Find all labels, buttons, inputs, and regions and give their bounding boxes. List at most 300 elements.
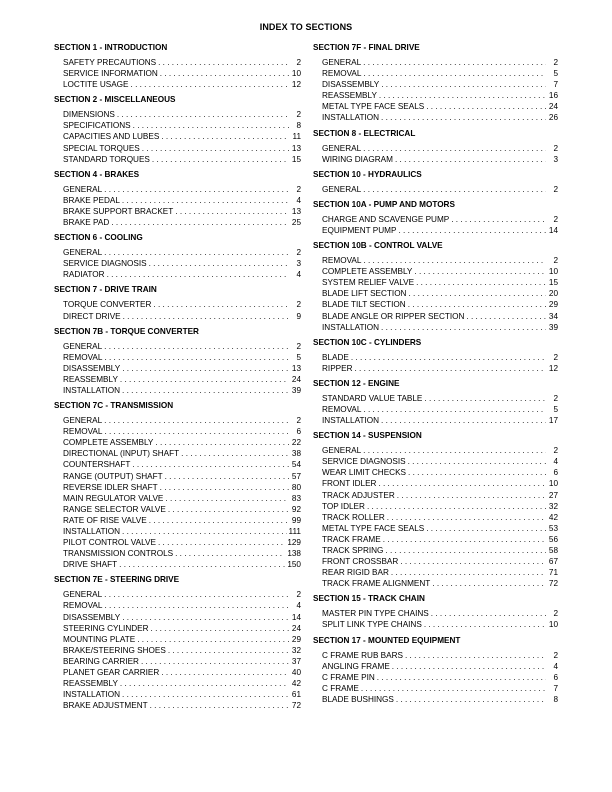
index-entry — [54, 363, 301, 374]
entry-page-number: 67 — [548, 557, 558, 567]
index-entry — [54, 493, 301, 504]
index-entry — [54, 448, 301, 459]
entry-page-number: 2 — [553, 609, 558, 619]
entry-page-number: 40 — [291, 668, 301, 678]
dot-leader — [122, 612, 289, 623]
entry-page-number: 42 — [548, 512, 558, 522]
section-title: SECTION 14 - SUSPENSION — [313, 431, 422, 441]
index-entry — [313, 661, 558, 672]
section-entries — [313, 352, 558, 374]
index-entry — [54, 634, 301, 645]
entry-page-number: 32 — [548, 501, 558, 511]
entry-page-number: 10 — [548, 479, 558, 489]
section-title: SECTION 8 - ELECTRICAL — [313, 128, 416, 138]
dot-leader — [397, 490, 546, 501]
entry-name: INSTALLATION — [63, 527, 121, 536]
index-entry — [313, 277, 558, 288]
entry-name: SPLIT LINK TYPE CHAINS — [322, 620, 422, 630]
index-entry — [54, 559, 301, 570]
page-title: INDEX TO SECTIONS — [259, 22, 353, 32]
entry-name: FRONT CROSSBAR — [322, 557, 399, 567]
entry-page-number: 4 — [296, 195, 301, 205]
section-title: SECTION 1 - INTRODUCTION — [54, 43, 168, 52]
dot-leader — [381, 322, 546, 333]
index-entry — [54, 184, 301, 195]
index-section — [313, 42, 558, 124]
entry-page-number: 2 — [296, 416, 301, 426]
entry-page-number: 2 — [553, 256, 558, 266]
index-entry — [313, 534, 558, 545]
index-entry — [54, 109, 301, 120]
entry-name: DIRECT DRIVE — [63, 311, 121, 321]
index-entry — [54, 352, 301, 363]
entry-name: C FRAME RUB BARS — [322, 650, 403, 660]
dot-leader — [152, 154, 289, 165]
entry-name: EQUIPMENT PUMP — [322, 225, 397, 235]
entry-name: REMOVAL — [63, 352, 103, 362]
index-entry — [54, 667, 301, 678]
entry-page-number: 11 — [292, 132, 301, 142]
right-column — [313, 42, 558, 707]
section-entries — [54, 589, 301, 711]
dot-leader — [111, 217, 289, 228]
dot-leader — [165, 471, 289, 482]
entry-page-number: 2 — [553, 214, 558, 224]
entry-name: BLADE — [322, 352, 349, 362]
index-entry — [54, 195, 301, 206]
entry-page-number: 14 — [291, 612, 301, 622]
dot-leader — [426, 101, 546, 112]
index-entry — [313, 490, 558, 501]
index-entry — [54, 548, 301, 559]
dot-leader — [392, 661, 546, 672]
entry-name: MAIN REGULATOR VALVE — [63, 493, 164, 503]
dot-leader — [363, 404, 546, 415]
section-entries — [313, 650, 558, 705]
entry-page-number: 27 — [548, 490, 558, 500]
entry-name: PLANET GEAR CARRIER — [63, 668, 160, 678]
dot-leader — [160, 482, 289, 493]
dot-leader — [363, 143, 546, 154]
entry-name: SERVICE DIAGNOSIS — [322, 457, 406, 467]
dot-leader — [363, 57, 546, 68]
entry-name: GENERAL — [322, 446, 362, 456]
index-entry — [54, 79, 301, 90]
entry-name: INSTALLATION — [63, 385, 121, 395]
entry-page-number: 2 — [296, 300, 301, 310]
dot-leader — [426, 523, 546, 534]
dot-leader — [381, 112, 546, 123]
entry-name: STANDARD TORQUES — [63, 154, 150, 164]
entry-page-number: 99 — [291, 515, 301, 525]
section-entries — [313, 214, 558, 236]
dot-leader — [381, 79, 546, 90]
dot-leader — [104, 415, 289, 426]
entry-page-number: 4 — [296, 601, 301, 611]
entry-page-number: 2 — [296, 248, 301, 258]
dot-leader — [155, 437, 289, 448]
entry-name: DISASSEMBLY — [63, 612, 121, 622]
entry-page-number: 4 — [296, 270, 301, 280]
entry-name: COUNTERSHAFT — [63, 460, 131, 470]
dot-leader — [405, 650, 546, 661]
entry-page-number: 92 — [291, 504, 301, 514]
entry-name: C FRAME PIN — [322, 672, 375, 682]
entry-page-number: 10 — [548, 620, 558, 630]
index-entry — [313, 393, 558, 404]
entry-name: DISASSEMBLY — [63, 363, 121, 373]
entry-name: SAFETY PRECAUTIONS — [63, 58, 157, 67]
index-entry — [313, 112, 558, 123]
section-title: SECTION 7F - FINAL DRIVE — [313, 43, 420, 52]
entry-name: GENERAL — [63, 184, 103, 194]
index-entry — [313, 322, 558, 333]
entry-name: REAR RIGID BAR — [322, 568, 389, 578]
entry-page-number: 111 — [288, 527, 301, 536]
dot-leader — [104, 341, 289, 352]
entry-page-number: 2 — [553, 446, 558, 456]
dot-leader — [395, 154, 546, 165]
entry-page-number: 5 — [553, 404, 558, 414]
dot-leader — [104, 352, 289, 363]
index-entry — [54, 459, 301, 470]
dot-leader — [142, 143, 289, 154]
dot-leader — [120, 678, 289, 689]
entry-name: TRANSMISSION CONTROLS — [63, 549, 174, 559]
entry-name: METAL TYPE FACE SEALS — [322, 102, 425, 112]
entry-name: BLADE TILT SECTION — [322, 300, 406, 310]
entry-page-number: 6 — [553, 672, 558, 682]
dot-leader — [160, 68, 289, 79]
entry-page-number: 24 — [291, 374, 301, 384]
entry-page-number: 16 — [548, 91, 558, 101]
entry-page-number: 80 — [291, 482, 301, 492]
index-section — [313, 635, 558, 705]
entry-name: RANGE SELECTOR VALVE — [63, 504, 166, 514]
dot-leader — [158, 57, 289, 68]
index-section — [313, 240, 558, 333]
entry-page-number: 4 — [553, 457, 558, 467]
entry-page-number: 39 — [548, 322, 558, 332]
index-entry — [54, 341, 301, 352]
index-entry — [313, 143, 558, 154]
entry-name: REMOVAL — [322, 69, 362, 79]
index-entry — [313, 225, 558, 236]
index-entry — [313, 501, 558, 512]
entry-name: INSTALLATION — [322, 113, 380, 123]
index-section — [313, 199, 558, 236]
entry-page-number: 72 — [291, 701, 301, 711]
index-entry — [313, 311, 558, 322]
entry-name: SERVICE INFORMATION — [63, 69, 158, 79]
index-entry — [54, 678, 301, 689]
index-entry — [54, 426, 301, 437]
entry-page-number: 14 — [548, 225, 558, 235]
entry-name: SPECIFICATIONS — [63, 121, 131, 131]
dot-leader — [408, 467, 546, 478]
entry-name: BLADE BUSHINGS — [322, 694, 394, 704]
entry-name: CAPACITIES AND LUBES — [63, 132, 160, 142]
index-section — [54, 574, 301, 711]
entry-page-number: 12 — [291, 80, 301, 90]
entry-name: TOP IDLER — [322, 501, 365, 511]
entry-page-number: 29 — [291, 634, 301, 644]
entry-name: FRONT IDLER — [322, 479, 377, 489]
dot-leader — [181, 448, 289, 459]
index-entry — [313, 467, 558, 478]
dot-leader — [132, 459, 289, 470]
entry-page-number: 24 — [548, 102, 558, 112]
entry-name: C FRAME — [322, 683, 359, 693]
dot-leader — [122, 195, 289, 206]
index-entry — [313, 567, 558, 578]
index-entry — [313, 545, 558, 556]
dot-leader — [385, 545, 546, 556]
index-section — [54, 94, 301, 164]
section-title: SECTION 2 - MISCELLANEOUS — [54, 95, 176, 105]
dot-leader — [408, 288, 546, 299]
entry-page-number: 10 — [291, 69, 301, 79]
dot-leader — [122, 363, 289, 374]
index-entry — [313, 523, 558, 534]
index-section — [313, 378, 558, 426]
index-entry — [54, 437, 301, 448]
dot-leader — [378, 478, 546, 489]
dot-leader — [150, 700, 289, 711]
dot-leader — [363, 68, 546, 79]
dot-leader — [117, 109, 289, 120]
section-title: SECTION 7C - TRANSMISSION — [54, 401, 174, 411]
dot-leader — [153, 299, 289, 310]
entry-name: WEAR LIMIT CHECKS — [322, 468, 407, 478]
index-section — [313, 128, 558, 165]
index-entry — [54, 258, 301, 269]
index-entry — [54, 131, 301, 142]
dot-leader — [141, 656, 289, 667]
entry-name: MOUNTING PLATE — [63, 634, 136, 644]
index-entry — [54, 537, 301, 548]
dot-leader — [351, 352, 546, 363]
entry-page-number: 7 — [553, 683, 558, 693]
dot-leader — [122, 526, 287, 537]
index-entry — [54, 600, 301, 611]
entry-page-number: 57 — [291, 471, 301, 481]
section-title: SECTION 12 - ENGINE — [313, 378, 400, 388]
entry-name: DIRECTIONAL (INPUT) SHAFT — [63, 449, 180, 459]
index-entry — [313, 578, 558, 589]
entry-page-number: 26 — [548, 113, 558, 123]
index-entry — [313, 619, 558, 630]
dot-leader — [149, 258, 289, 269]
index-entry — [313, 154, 558, 165]
index-entry — [54, 206, 301, 217]
entry-name: TRACK ROLLER — [322, 512, 385, 522]
entry-page-number: 13 — [291, 143, 301, 153]
entry-name: BRAKE/STEERING SHOES — [63, 645, 166, 655]
dot-leader — [361, 683, 546, 694]
index-entry — [313, 650, 558, 661]
dot-leader — [107, 269, 289, 280]
entry-name: TRACK FRAME — [322, 534, 381, 544]
entry-name: MASTER PIN TYPE CHAINS — [322, 609, 429, 619]
entry-page-number: 24 — [291, 623, 301, 633]
dot-leader — [104, 589, 289, 600]
entry-name: METAL TYPE FACE SEALS — [322, 523, 425, 533]
index-entry — [313, 404, 558, 415]
entry-page-number: 25 — [291, 218, 301, 228]
index-entry — [313, 101, 558, 112]
section-title: SECTION 10 - HYDRAULICS — [313, 169, 422, 179]
index-entry — [313, 672, 558, 683]
index-entry — [313, 456, 558, 467]
index-entry — [313, 184, 558, 195]
entry-name: PILOT CONTROL VALVE — [63, 538, 156, 548]
entry-name: TORQUE CONVERTER — [63, 300, 152, 310]
entry-name: RATE OF RISE VALVE — [63, 515, 147, 525]
entry-page-number: 4 — [553, 661, 558, 671]
section-title: SECTION 10A - PUMP AND MOTORS — [313, 199, 455, 209]
entry-page-number: 54 — [291, 460, 301, 470]
entry-name: REASSEMBLY — [63, 679, 118, 689]
section-title: SECTION 17 - MOUNTED EQUIPMENT — [313, 635, 461, 645]
index-entry — [54, 656, 301, 667]
section-entries — [313, 143, 558, 165]
entry-name: GENERAL — [322, 143, 362, 153]
entry-name: GENERAL — [322, 184, 362, 194]
index-entry — [313, 288, 558, 299]
entry-page-number: 129 — [287, 538, 301, 548]
dot-leader — [363, 184, 546, 195]
entry-name: BRAKE ADJUSTMENT — [63, 701, 148, 711]
section-title: SECTION 7 - DRIVE TRAIN — [54, 285, 157, 295]
index-section — [54, 42, 301, 90]
dot-leader — [408, 456, 546, 467]
entry-name: SPECIAL TORQUES — [63, 143, 140, 153]
index-entry — [313, 512, 558, 523]
dot-leader — [387, 512, 546, 523]
entry-name: INSTALLATION — [322, 416, 380, 426]
entry-name: STEERING CYLINDER — [63, 623, 149, 633]
dot-leader — [119, 559, 285, 570]
entry-name: REMOVAL — [322, 404, 362, 414]
entry-name: BRAKE SUPPORT BRACKET — [63, 206, 174, 216]
entry-name: DISASSEMBLY — [322, 80, 380, 90]
entry-page-number: 22 — [291, 438, 301, 448]
entry-name: GENERAL — [322, 58, 362, 67]
entry-name: ANGLING FRAME — [322, 661, 390, 671]
dot-leader — [161, 667, 289, 678]
entry-page-number: 15 — [548, 278, 558, 288]
index-entry — [54, 68, 301, 79]
index-section — [54, 232, 301, 280]
dot-leader — [104, 426, 289, 437]
entry-name: RIPPER — [322, 363, 353, 373]
index-entry — [54, 217, 301, 228]
index-entry — [54, 374, 301, 385]
dot-leader — [367, 501, 546, 512]
entry-name: REASSEMBLY — [63, 374, 118, 384]
index-section — [54, 326, 301, 396]
dot-leader — [104, 247, 289, 258]
index-entry — [313, 608, 558, 619]
entry-page-number: 3 — [553, 154, 558, 164]
dot-leader — [161, 131, 289, 142]
index-entry — [54, 515, 301, 526]
entry-name: GENERAL — [63, 590, 103, 600]
index-section — [313, 593, 558, 630]
entry-page-number: 61 — [291, 690, 301, 700]
entry-name: BRAKE PEDAL — [63, 195, 120, 205]
entry-name: REASSEMBLY — [322, 91, 377, 101]
section-entries — [313, 608, 558, 630]
entry-page-number: 71 — [548, 568, 558, 578]
index-entry — [313, 352, 558, 363]
entry-page-number: 53 — [548, 523, 558, 533]
dot-leader — [424, 619, 546, 630]
dot-leader — [424, 393, 546, 404]
entry-page-number: 72 — [548, 579, 558, 589]
index-entry — [54, 57, 301, 68]
entry-name: RADIATOR — [63, 270, 105, 280]
index-section — [54, 400, 301, 570]
dot-leader — [432, 578, 546, 589]
entry-page-number: 6 — [553, 468, 558, 478]
index-entry — [54, 471, 301, 482]
entry-name: DIMENSIONS — [63, 110, 115, 120]
index-entry — [313, 478, 558, 489]
entry-page-number: 8 — [553, 694, 558, 704]
index-entry — [54, 623, 301, 634]
entry-name: REMOVAL — [63, 427, 103, 437]
entry-name: BLADE ANGLE OR RIPPER SECTION — [322, 311, 465, 321]
index-entry — [313, 445, 558, 456]
entry-page-number: 42 — [291, 679, 301, 689]
dot-leader — [149, 515, 289, 526]
index-section — [313, 430, 558, 589]
index-entry — [54, 247, 301, 258]
index-entry — [313, 415, 558, 426]
entry-name: WIRING DIAGRAM — [322, 154, 393, 164]
entry-name: INSTALLATION — [63, 690, 121, 700]
index-entry — [54, 645, 301, 656]
entry-name: TRACK FRAME ALIGNMENT — [322, 579, 431, 589]
section-entries — [54, 299, 301, 321]
section-entries — [313, 445, 558, 589]
entry-name: GENERAL — [63, 416, 103, 426]
entry-page-number: 5 — [296, 352, 301, 362]
entry-name: DRIVE SHAFT — [63, 560, 118, 570]
entry-page-number: 2 — [296, 184, 301, 194]
entry-page-number: 29 — [548, 300, 558, 310]
dot-leader — [122, 689, 289, 700]
left-column — [54, 42, 301, 713]
entry-name: TRACK SPRING — [322, 546, 384, 555]
section-title: SECTION 10B - CONTROL VALVE — [313, 241, 443, 251]
index-section — [54, 169, 301, 228]
entry-page-number: 8 — [296, 121, 301, 131]
index-entry — [54, 482, 301, 493]
entry-name: COMPLETE ASSEMBLY — [63, 438, 154, 448]
index-entry — [54, 415, 301, 426]
dot-leader — [104, 600, 289, 611]
entry-page-number: 39 — [291, 385, 301, 395]
entry-page-number: 5 — [553, 69, 558, 79]
index-entry — [54, 589, 301, 600]
entry-name: COMPLETE ASSEMBLY — [322, 267, 413, 277]
dot-leader — [363, 445, 546, 456]
entry-page-number: 2 — [553, 650, 558, 660]
entry-name: REMOVAL — [322, 256, 362, 266]
